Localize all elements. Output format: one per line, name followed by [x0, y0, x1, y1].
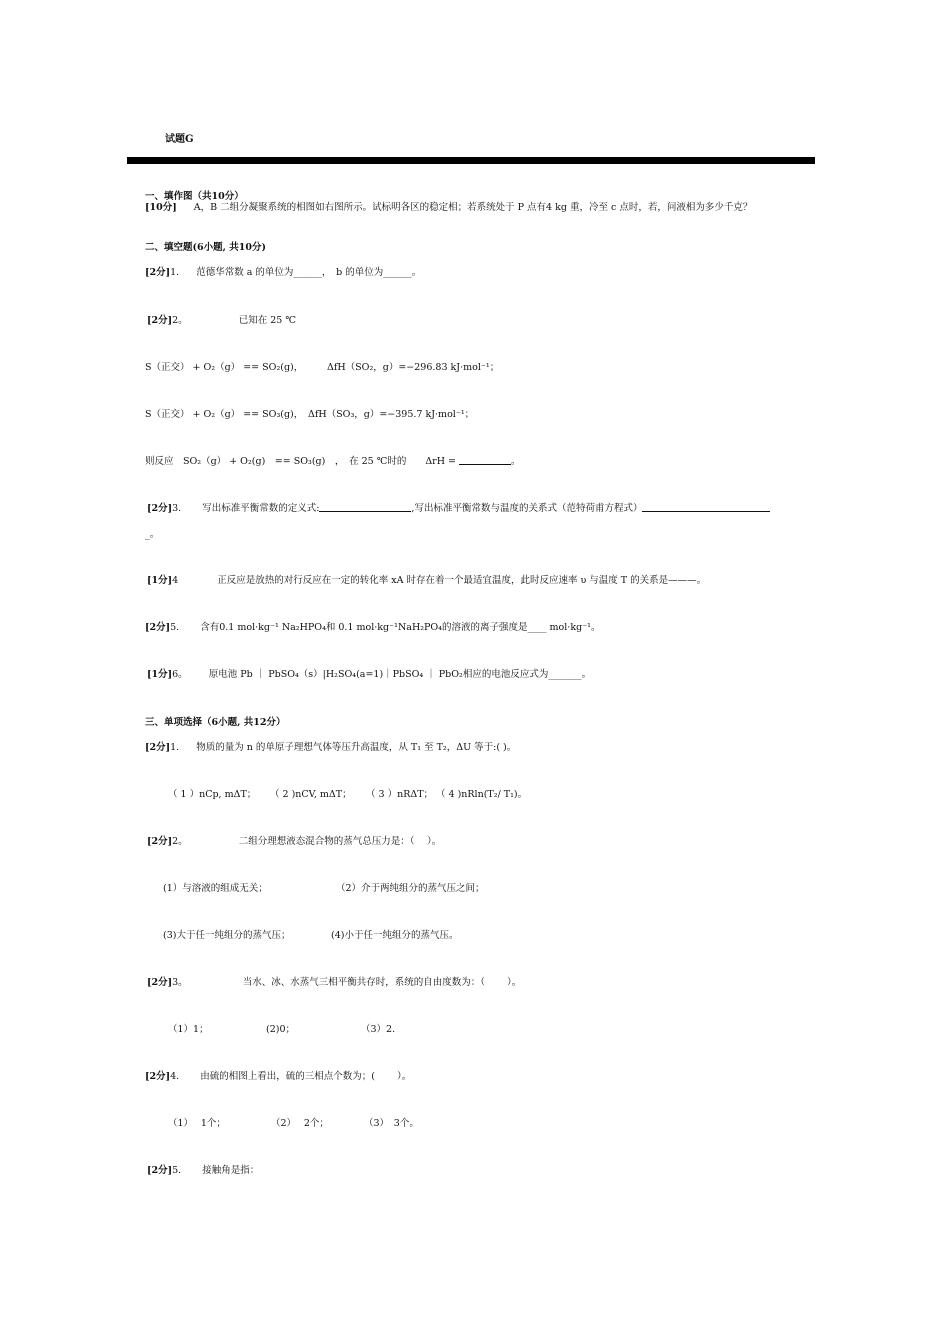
s2-q5: [145, 619, 601, 633]
question-text: 接触角是指：: [202, 1165, 260, 1176]
question-text: 由硫的相图上看出，硫的三相点个数为；( ）。: [200, 1071, 412, 1082]
reaction-text: 则反应 SO₂（g） + O₂(g) == SO₃(g) ， 在 25 ℃时的 ΔrH =: [145, 456, 456, 467]
s3-q4-option-1[interactable]: （1） 1个；: [168, 1118, 226, 1129]
section-2-heading: 二、填空题(6小题, 共10分): [145, 242, 266, 253]
question-number: 2。: [172, 836, 188, 847]
s3-q1-option-1[interactable]: （ 1 ）nCp, mΔT；: [168, 789, 257, 800]
question-text: 当水、冰、水蒸气三相平衡共存时，系统的自由度数为：（ ）。: [242, 977, 522, 988]
reaction-end: 。: [511, 456, 521, 467]
s3-q3-option-1[interactable]: （1）1；: [168, 1024, 209, 1035]
s3-q2-option-1[interactable]: (1）与溶液的组成无关；: [163, 883, 268, 894]
question-number: 3。: [172, 977, 188, 988]
answer-blank[interactable]: [642, 502, 770, 512]
question-text: 原电池 Pb ｜ PbSO₄（s）|H₂SO₄(a=1)｜PbSO₄ ｜ PbO₂相应的电池反应式为_______。: [208, 669, 592, 680]
question-number: 3.: [172, 503, 182, 514]
score-mark: [2分]: [145, 1071, 171, 1082]
reaction-line-1: S（正交） + O₂（g） == SO₂(g)， ΔfH（SO₂，g）=−296.83 kJ·mol⁻¹；: [145, 362, 500, 373]
reaction-line-2: S（正交） + O₂（g） == SO₃(g)， ΔfH（SO₃，g）=−395.7 kJ·mol⁻¹；: [145, 409, 475, 420]
score-mark: [2分]: [147, 977, 173, 988]
q3-tail: _。: [145, 529, 160, 540]
score-mark: [2分]: [147, 1165, 173, 1176]
section-3-heading: 三、单项选择（6小题, 共12分）: [145, 717, 286, 728]
reaction-line-3: [145, 453, 521, 467]
question-number: 5.: [170, 622, 180, 633]
score-mark: [1分]: [147, 669, 173, 680]
s3-q5: [147, 1162, 259, 1176]
s3-q4-option-3[interactable]: （3） 3个。: [364, 1118, 419, 1129]
question-text: 物质的量为 n 的单原子理想气体等压升高温度，从 T₁ 至 T₂，ΔU 等于:( )。: [196, 742, 517, 753]
s1-question: [145, 199, 752, 213]
s3-q2-option-4[interactable]: (4)小于任一纯组分的蒸气压。: [331, 930, 459, 941]
question-text: 正反应是放热的对行反应在一定的转化率 xA 时存在着一个最适宜温度，此时反应速率 υ 与温度 T 的关系是———。: [217, 575, 707, 586]
s2-q1: [145, 264, 421, 278]
question-number: 4: [172, 575, 179, 586]
question-text: 二组分理想液态混合物的蒸气总压力是：（ ）。: [238, 836, 442, 847]
s3-q4-option-2[interactable]: （2） 2个；: [271, 1118, 329, 1129]
score-mark: [10分]: [145, 202, 177, 213]
s2-q3: [147, 500, 770, 514]
page-title: 试题G: [165, 134, 194, 145]
header-rule: [127, 157, 815, 164]
score-mark: [2分]: [145, 742, 171, 753]
score-mark: [2分]: [147, 503, 173, 514]
question-number: 4.: [170, 1071, 180, 1082]
score-mark: [1分]: [147, 575, 173, 586]
question-text: 已知在 25 ℃: [238, 315, 296, 326]
answer-blank[interactable]: [459, 455, 511, 465]
question-text: 含有0.1 mol·kg⁻¹ Na₂HPO₄和 0.1 mol·kg⁻¹NaH₂PO₄的溶液的离子强度是____ mol·kg⁻¹。: [200, 622, 601, 633]
question-number: 6。: [172, 669, 188, 680]
s3-q2-option-2[interactable]: （2）介于两纯组分的蒸气压之间；: [336, 883, 485, 894]
question-text: 范德华常数 a 的单位为______， b 的单位为______。: [196, 267, 422, 278]
score-mark: [2分]: [145, 622, 171, 633]
question-text: 写出标准平衡常数的定义式:: [202, 503, 320, 514]
score-mark: [2分]: [147, 836, 173, 847]
s3-q1-option-3[interactable]: （ 3 ）nRΔT；: [366, 789, 434, 800]
question-text: A，B 二组分凝聚系统的相图如右图所示。试标明各区的稳定相；若系统处于 P 点有4 kg 重，冷至 c 点时，若，问液相为多少千克？: [193, 202, 753, 213]
question-number: 1.: [170, 742, 180, 753]
s2-q6: [147, 666, 591, 680]
section-1-heading: 一、填作图（共10分）: [145, 191, 244, 202]
s3-q3: [147, 974, 521, 988]
s3-q2: [147, 833, 441, 847]
s3-q3-option-3[interactable]: （3）2.: [361, 1024, 396, 1035]
question-number: 5.: [172, 1165, 182, 1176]
answer-blank[interactable]: [319, 502, 411, 512]
s2-q2: [147, 312, 296, 326]
s3-q1-option-2[interactable]: （ 2 )nCV, mΔT；: [270, 789, 352, 800]
question-text-mid: ,写出标准平衡常数与温度的关系式（范特荷甫方程式）: [411, 503, 643, 514]
score-mark: [2分]: [145, 267, 171, 278]
s2-q4: [147, 572, 706, 586]
s3-q3-option-2[interactable]: (2)0；: [266, 1024, 296, 1035]
s3-q2-option-3[interactable]: (3)大于任一纯组分的蒸气压；: [163, 930, 291, 941]
score-mark: [2分]: [147, 315, 173, 326]
s3-q4: [145, 1068, 411, 1082]
s3-q1: [145, 739, 516, 753]
question-number: 1.: [170, 267, 180, 278]
question-number: 2。: [172, 315, 188, 326]
s3-q1-option-4[interactable]: （ 4 )nRln(T₂/ T₁)。: [436, 789, 528, 800]
